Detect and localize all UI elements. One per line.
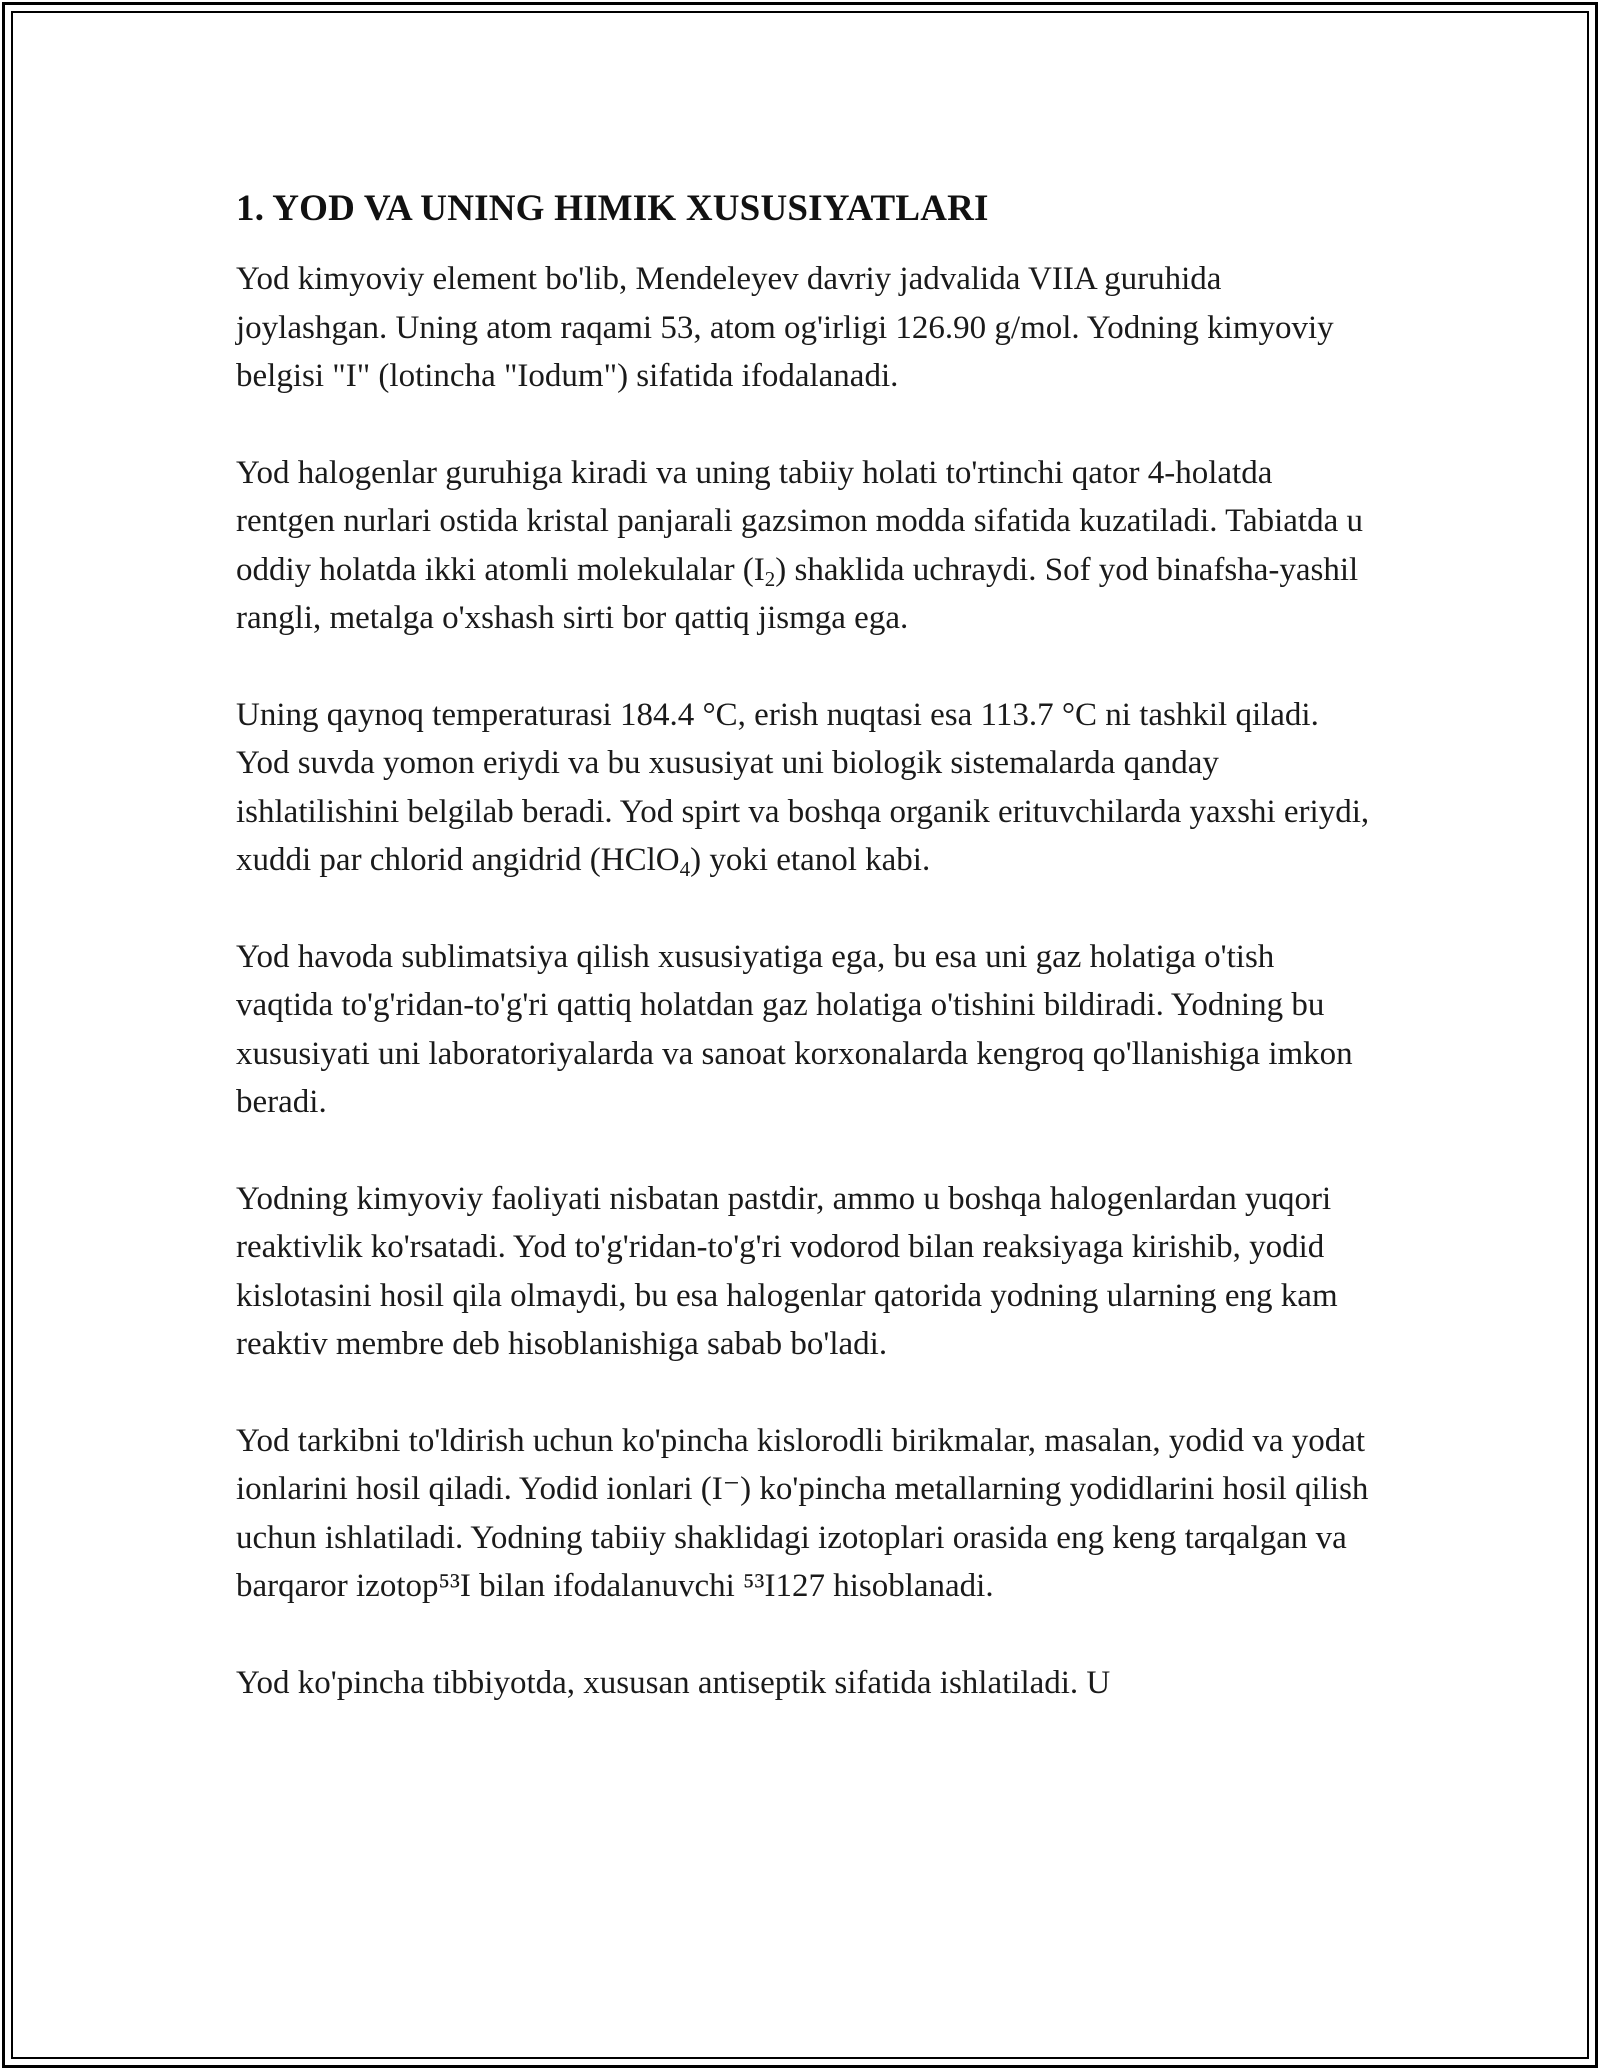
paragraph-7: Yod ko'pincha tibbiyotda, xususan antiseptik sifatida ishlatiladi. U xyxy=(236,1664,1111,1701)
section-heading: 1. YOD VA UNING HIMIK XUSUSIYATLARI xyxy=(236,188,989,229)
document-body xyxy=(236,185,1371,1755)
paragraph-3-text-a: Uning qaynoq temperaturasi 184.4 °C, erish nuqtasi esa 113.7 °C ni tashkil qiladi. Yod suvda yomon eriydi va bu xususiyat uni biologik sistemalarda qanday ishlatilishini belgilab beradi. Yod spirt va boshqa organik erituvchilarda yaxshi eriydi, xuddi par chlorid angidrid (HClO xyxy=(236,696,1370,878)
subscript-4: 4 xyxy=(679,857,691,881)
paragraph-4: Yod havoda sublimatsiya qilish xususiyatiga ega, bu esa uni gaz holatiga o'tish vaqtida to'g'ridan-to'g'ri qattiq holatdan gaz holatiga o'tishini bildiradi. Yodning bu xususiyati uni laboratoriyalarda va sanoat korxonalarda kengroq qo'llanishiga imkon beradi. xyxy=(236,938,1353,1120)
paragraph-2-text-b: ) shaklida uchraydi. Sof yod binafsha-yashil rangli, metalga o'xshash sirti bor qattiq jismga ega. xyxy=(236,551,1359,636)
paragraph-2-text-a: Yod halogenlar guruhiga kiradi va uning tabiiy holati to'rtinchi qator 4-holatda rentgen nurlari ostida kristal panjarali gazsimon modda sifatida kuzatiladi. Tabiatda u oddiy holatda ikki atomli molekulalar (I xyxy=(236,454,1363,588)
paragraph-1: Yod kimyoviy element bo'lib, Mendeleyev davriy jadvalida VIIA guruhida joylashgan. Uning atom raqami 53, atom og'irligi 126.90 g/mol. Yodning kimyoviy belgisi "I" (lotincha "Iodum") sifatida ifodalanadi. xyxy=(236,261,1334,394)
subscript-2: 2 xyxy=(764,566,776,591)
paragraph-5: Yodning kimyoviy faoliyati nisbatan pastdir, ammo u boshqa halogenlardan yuqori reaktivlik ko'rsatadi. Yod to'g'ridan-to'g'ri vodorod bilan reaksiyaga kirishib, yodid kislotasini hosil qila olmaydi, bu esa halogenlar qatorida yodning ularning eng kam reaktiv membre deb hisoblanishiga sabab bo'ladi. xyxy=(236,1180,1338,1362)
paragraph-6: Yod tarkibni to'ldirish uchun ko'pincha kislorodli birikmalar, masalan, yodid va yodat ionlarini hosil qiladi. Yodid ionlari (I⁻) ko'pincha metallarning yodidlarini hosil qilish uchun ishlatiladi. Yodning tabiiy shaklidagi izotoplari orasida eng keng tarqalgan va barqaror izotop⁵³I bilan ifodalanuvchi ⁵³I127 hisoblanadi. xyxy=(236,1422,1369,1604)
paragraph-3 xyxy=(236,691,1371,885)
paragraph-2 xyxy=(236,449,1371,643)
paragraph-3-text-b: ) yoki etanol kabi. xyxy=(690,842,931,878)
